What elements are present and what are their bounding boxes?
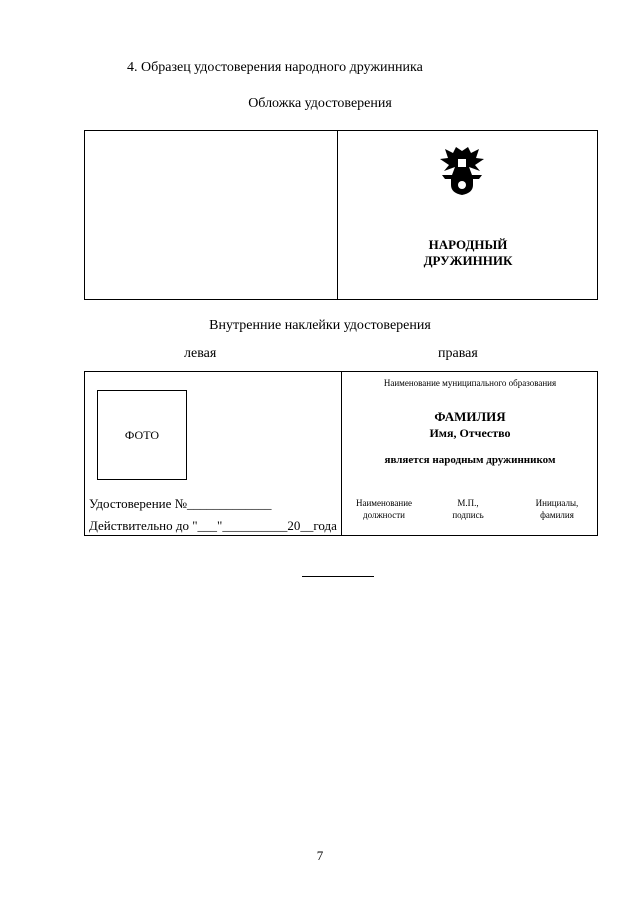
status-text: является народным дружинником: [384, 454, 556, 466]
right-label: правая: [438, 346, 478, 361]
cover-card: [84, 130, 598, 300]
signature-stamp-line1: М.П.,: [457, 498, 479, 508]
separator-rule: [302, 576, 374, 577]
coat-of-arms-emblem-icon: [439, 145, 485, 195]
inner-caption: Внутренние наклейки удостоверения: [209, 318, 431, 333]
cover-title: [337, 237, 599, 269]
valid-until-line: Действительно до "___"__________20__года: [89, 518, 337, 533]
inner-card: [84, 371, 598, 536]
signature-stamp: [437, 497, 499, 521]
signature-position-line2: должности: [363, 510, 405, 520]
cover-title-line1: НАРОДНЫЙ: [428, 237, 508, 252]
section-heading: 4. Образец удостоверения народного дружинника: [127, 60, 423, 75]
surname: ФАМИЛИЯ: [434, 409, 506, 424]
cert-number-line: Удостоверение №_____________: [89, 496, 272, 511]
cover-caption: Обложка удостоверения: [248, 96, 392, 111]
signature-position-line1: Наименование: [355, 498, 413, 508]
cover-divider: [337, 131, 338, 299]
signature-initials: [519, 497, 595, 521]
signature-initials-line2: фамилия: [540, 510, 574, 520]
photo-box: [97, 390, 187, 480]
signature-stamp-line2: подпись: [452, 510, 484, 520]
cover-title-line2: ДРУЖИННИК: [423, 253, 513, 268]
page-number: 7: [316, 848, 324, 863]
photo-label: ФОТО: [124, 427, 160, 442]
signature-initials-line1: Инициалы,: [535, 498, 579, 508]
municipality-name: Наименование муниципального образования: [383, 378, 557, 388]
signature-position: [345, 497, 423, 521]
name-patronymic: Имя, Отчество: [429, 426, 511, 440]
left-label: левая: [184, 346, 217, 361]
